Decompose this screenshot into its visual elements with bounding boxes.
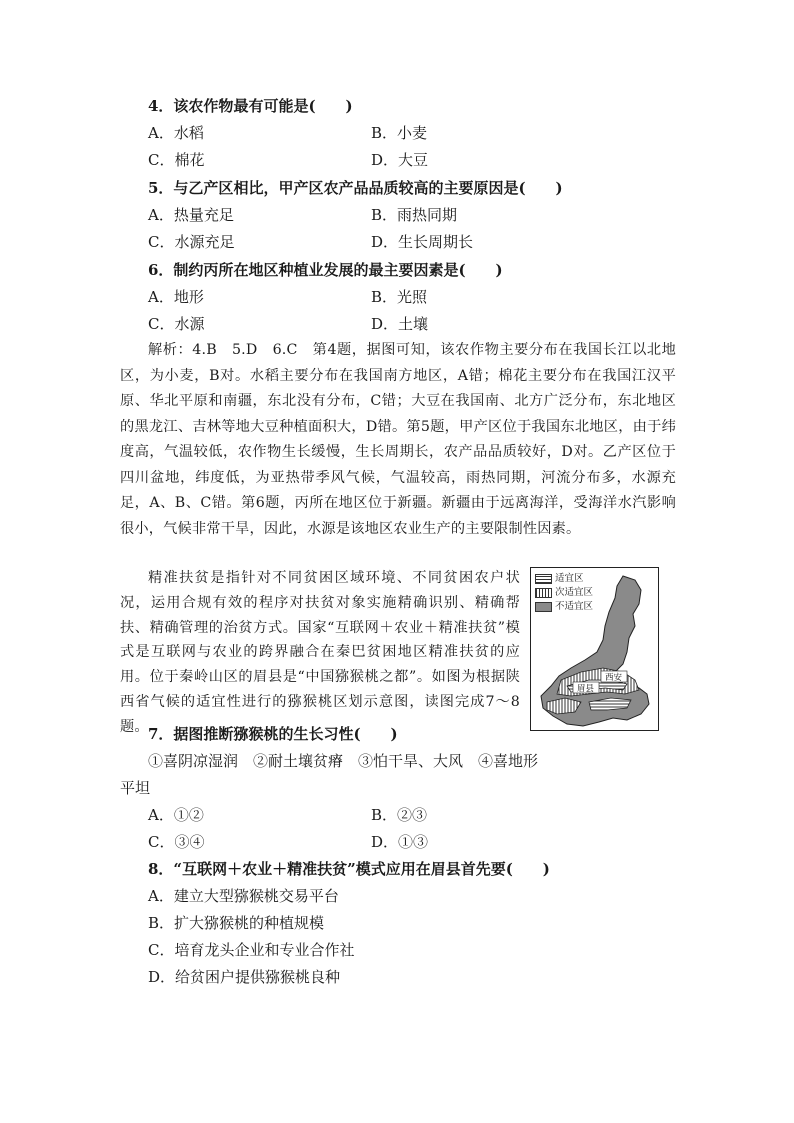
question-5-option-b: B．雨热同期 <box>371 206 458 224</box>
question-7-stem: 7．据图推断猕猴桃的生长习性( ) <box>148 725 398 743</box>
shaanxi-kiwi-zoning-map <box>530 567 659 731</box>
question-8-option-c: C．培育龙头企业和专业合作社 <box>148 941 355 959</box>
reading-passage <box>120 566 520 740</box>
answer-analysis-text: 解析：4.B 5.D 6.C 第4题，据图可知，该农作物主要分布在我国长江以北地区，为小麦，B对。水稻主要分布在我国南方地区，A错；棉花主要分布在我国江汉平原、华北平原和南疆，东北没有分布，C错；大豆在我国南、北方广泛分布，东北地区的黑龙江、吉林等地大豆种植面积大，D错。第5题，甲产区位于我国东北地区，由于纬度高，气温较低，农作物生长缓慢，生长周期长，农产品品质较好，D对。乙产区位于四川盆地，纬度低，为亚热带季风气候，气温较高，雨热同期，河流分布多，水源充足，A、B、C错。第6题，丙所在地区位于新疆。新疆由于远离海洋，受海洋水汽影响很小，气候非常干旱，因此，水源是该地区农业生产的主要限制性因素。 <box>120 342 676 537</box>
question-7-option-a: A．①② <box>148 806 204 824</box>
question-7-option-c: C．③④ <box>148 833 205 851</box>
question-6-option-a: A．地形 <box>148 288 204 306</box>
map-graphic <box>531 568 658 730</box>
question-4-option-d: D．大豆 <box>371 151 429 169</box>
question-4-option-a: A．水稻 <box>148 124 204 142</box>
legend-item-suitable: 适宜区 <box>535 572 593 586</box>
question-5-option-d: D．生长周期长 <box>371 233 474 251</box>
question-8-option-d: D．给贫困户提供猕猴桃良种 <box>148 968 341 986</box>
question-7-choices-line2: 平坦 <box>120 779 151 797</box>
legend-item-sub-suitable: 次适宜区 <box>535 586 593 600</box>
legend-item-unsuitable: 不适宜区 <box>535 600 593 614</box>
question-7-option-b: B．②③ <box>371 806 428 824</box>
question-7-option-d: D．①③ <box>371 833 429 851</box>
question-7-choices-line1: ①喜阴凉湿润 ②耐土壤贫瘠 ③怕干旱、大风 ④喜地形 <box>148 752 539 770</box>
question-4-option-b: B．小麦 <box>371 124 428 142</box>
question-5-option-c: C．水源充足 <box>148 233 235 251</box>
question-8-option-b: B．扩大猕猴桃的种植规模 <box>148 914 325 932</box>
question-8-option-a: A．建立大型猕猴桃交易平台 <box>148 887 339 905</box>
question-4-stem: 4．该农作物最有可能是( ) <box>148 97 353 115</box>
question-6-option-c: C．水源 <box>148 315 205 333</box>
question-5-option-a: A．热量充足 <box>148 206 234 224</box>
question-4-option-c: C．棉花 <box>148 151 205 169</box>
question-6-option-b: B．光照 <box>371 288 428 306</box>
city-label-meixian: 眉县 <box>577 684 595 694</box>
question-6-option-d: D．土壤 <box>371 315 429 333</box>
question-8-stem: 8．“互联网＋农业＋精准扶贫”模式应用在眉县首先要( ) <box>148 860 550 878</box>
question-5-stem: 5．与乙产区相比，甲产区农产品品质较高的主要原因是( ) <box>148 179 563 197</box>
answer-analysis <box>120 338 676 542</box>
city-label-xian: 西安 <box>605 673 623 683</box>
question-6-stem: 6．制约丙所在地区种植业发展的最主要因素是( ) <box>148 261 503 279</box>
reading-passage-text: 精准扶贫是指针对不同贫困区域环境、不同贫困农户状况，运用合规有效的程序对扶贫对象实施精确识别、精确帮扶、精确管理的治贫方式。国家“互联网＋农业＋精准扶贫”模式是互联网与农业的跨界融合在秦巴贫困地区精准扶贫的应用。位于秦岭山区的眉县是“中国猕猴桃之都”。如图为根据陕西省气候的适宜性进行的猕猴桃区划示意图，读图完成7～8题。 <box>120 570 520 735</box>
